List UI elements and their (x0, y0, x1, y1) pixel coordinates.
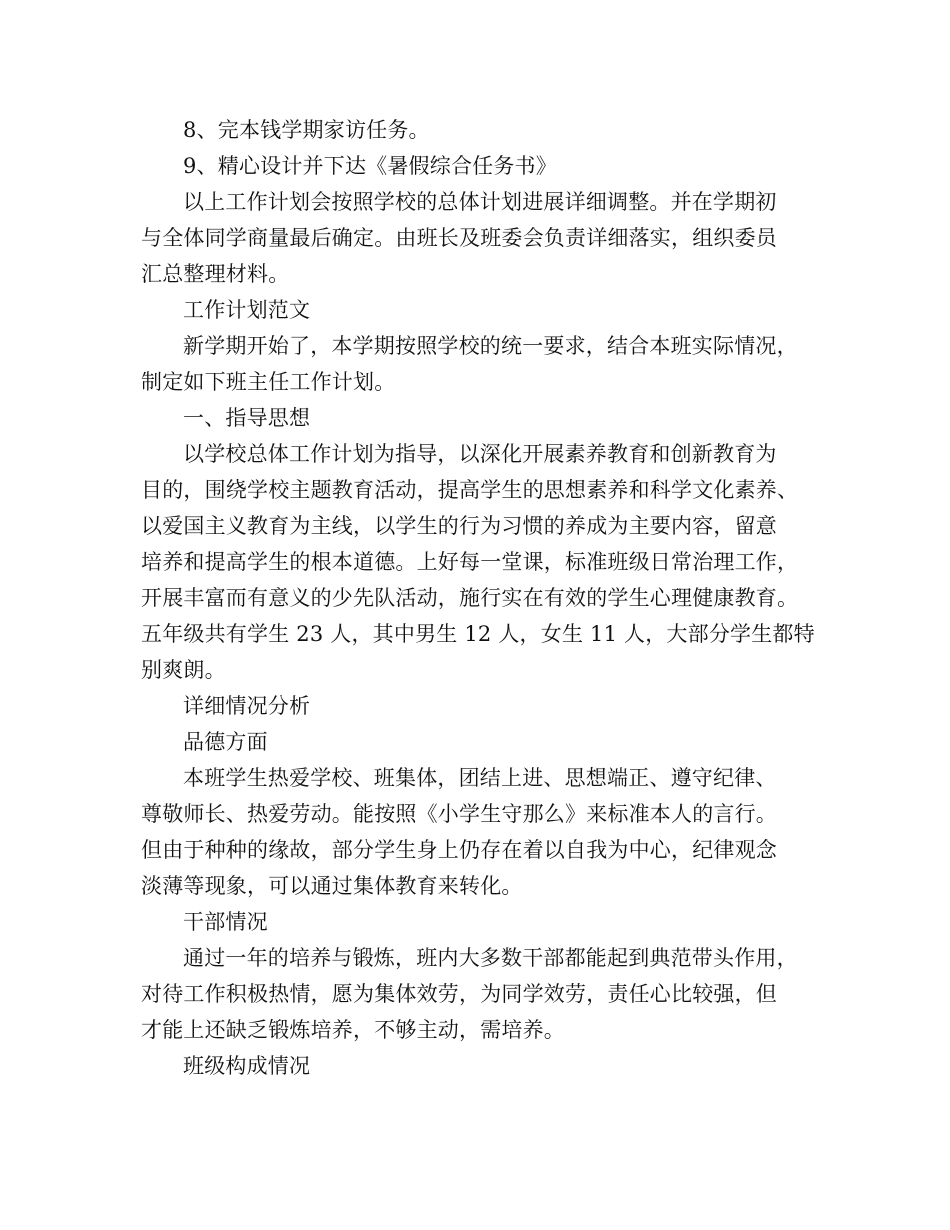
text-line: 培养和提高学生的根本道德。上好每一堂课，标准班级日常治理工作， (141, 550, 799, 574)
text-line: 才能上还缺乏锻炼培养，不够主动，需培养。 (141, 1018, 565, 1042)
text-line: 但由于种种的缘故，部分学生身上仍存在着以自我为中心，纪律观念 (141, 838, 777, 862)
text-line: 详细情况分析 (183, 694, 311, 718)
text-line: 对待工作积极热情，愿为集体效劳，为同学效劳，责任心比较强，但 (141, 982, 777, 1006)
text-line: 汇总整理材料。 (141, 262, 290, 286)
text-line: 品德方面 (183, 730, 268, 754)
text-line: 班级构成情况 (183, 1054, 311, 1078)
text-line: 尊敬师长、热爱劳动。能按照《小学生守那么》来标准本人的言行。 (141, 802, 777, 826)
text-line: 以学校总体工作计划为指导，以深化开展素养教育和创新教育为 (183, 442, 777, 466)
text-line: 以上工作计划会按照学校的总体计划进展详细调整。并在学期初 (183, 190, 777, 214)
text-line: 别爽朗。 (141, 658, 226, 682)
text-line: 一、指导思想 (183, 406, 311, 430)
text-line: 淡薄等现象，可以通过集体教育来转化。 (141, 874, 523, 898)
text-line: 与全体同学商量最后确定。由班长及班委会负责详细落实，组织委员 (141, 226, 777, 250)
text-line: 新学期开始了，本学期按照学校的统一要求，结合本班实际情况， (183, 334, 798, 358)
document-body (141, 112, 831, 1084)
text-line: 目的，围绕学校主题教育活动，提高学生的思想素养和科学文化素养、 (141, 478, 799, 502)
text-line: 8、完本钱学期家访任务。 (183, 118, 430, 142)
text-line: 干部情况 (183, 910, 268, 934)
text-line: 通过一年的培养与锻炼，班内大多数干部都能起到典范带头作用， (183, 946, 798, 970)
text-line: 以爱国主义教育为主线，以学生的行为习惯的养成为主要内容，留意 (141, 514, 777, 538)
text-line: 9、精心设计并下达《暑假综合任务书》 (183, 154, 557, 178)
text-line: 开展丰富而有意义的少先队活动，施行实在有效的学生心理健康教育。 (141, 586, 799, 610)
text-line: 工作计划范文 (183, 298, 311, 322)
text-line: 本班学生热爱学校、班集体，团结上进、思想端正、遵守纪律、 (183, 766, 777, 790)
text-line: 五年级共有学生 23 人，其中男生 12 人，女生 11 人，大部分学生都特 (141, 622, 815, 646)
text-line: 制定如下班主任工作计划。 (141, 370, 396, 394)
